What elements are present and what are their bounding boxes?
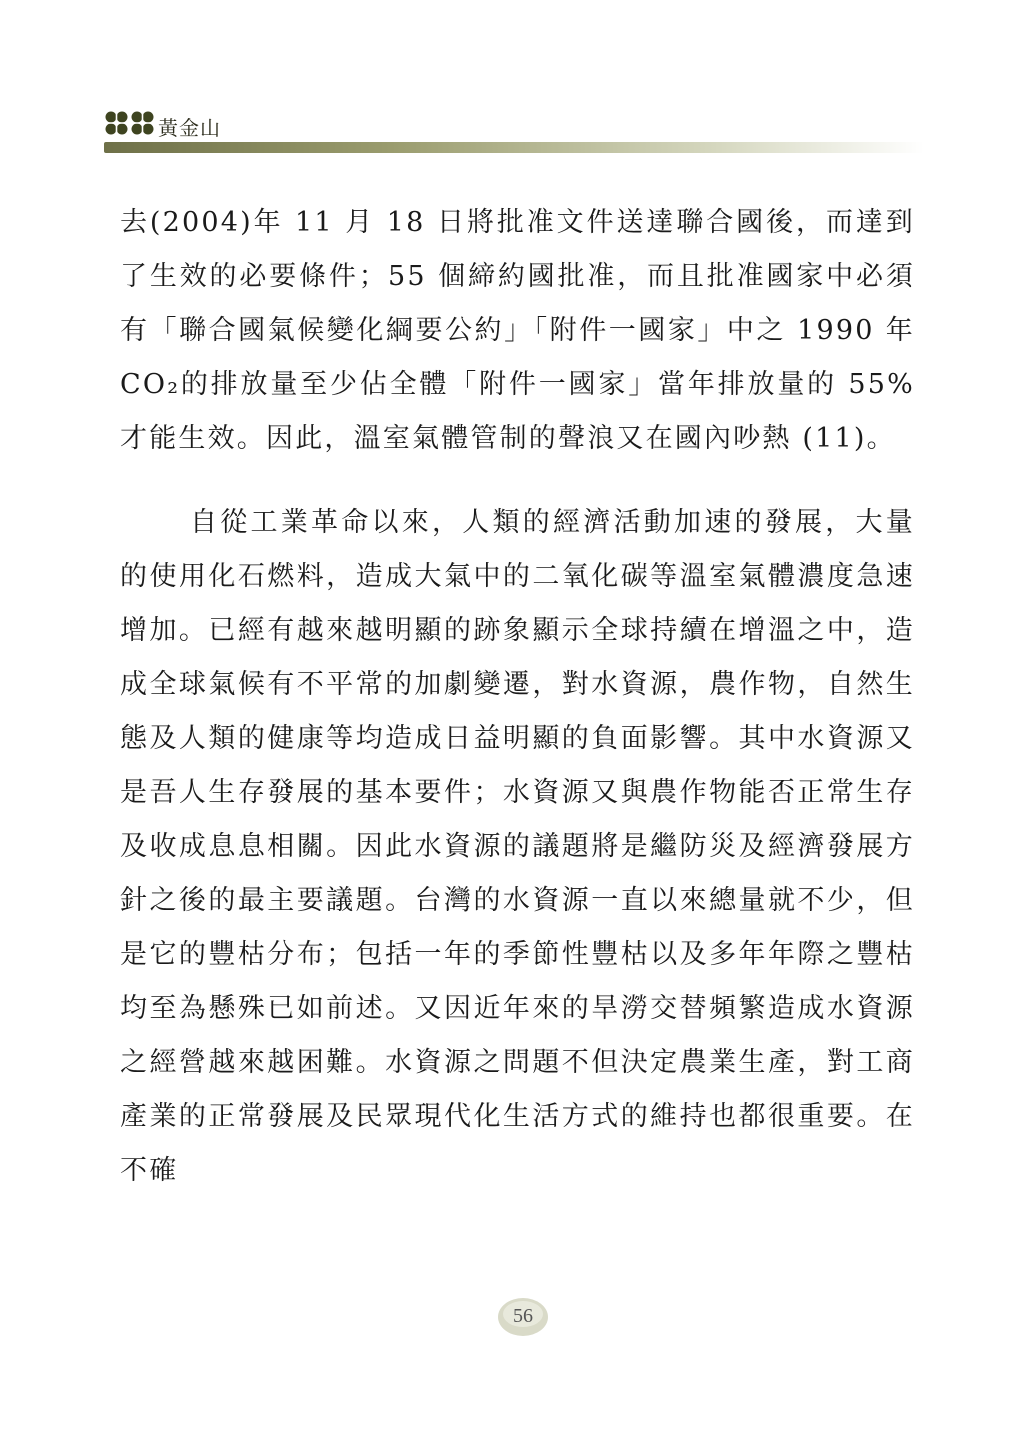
page-header xyxy=(104,110,924,144)
paragraph-1: 去(2004)年 11 月 18 日將批准文件送達聯合國後，而達到了生效的必要條件；55 個締約國批准，而且批准國家中必須有「聯合國氣候變化綱要公約」「附件一國家」中之 1990 年 CO₂的排放量至少佔全體「附件一國家」當年排放量的 55%才能生效。因此，溫室氣體管制的聲浪又在國內吵熱 (11)。 xyxy=(120,207,915,454)
double-dot-cross-logo-icon xyxy=(104,110,156,136)
paragraph-2: 自從工業革命以來，人類的經濟活動加速的發展，大量的使用化石燃料，造成大氣中的二氧化碳等溫室氣體濃度急速增加。已經有越來越明顯的跡象顯示全球持續在增溫之中，造成全球氣候有不平常的加劇變遷，對水資源，農作物，自然生態及人類的健康等均造成日益明顯的負面影響。其中水資源又是吾人生存發展的基本要件；水資源又與農作物能否正常生存及收成息息相關。因此水資源的議題將是繼防災及經濟發展方針之後的最主要議題。台灣的水資源一直以來總量就不少，但是它的豐枯分布；包括一年的季節性豐枯以及多年年際之豐枯均至為懸殊已如前述。又因近年來的旱澇交替頻繁造成水資源之經營越來越困難。水資源之問題不但決定農業生產，對工商產業的正常發展及民眾現代化生活方式的維持也都很重要。在不確 xyxy=(120,507,915,1186)
page-number: 56 xyxy=(513,1305,533,1327)
page-number-badge xyxy=(497,1297,549,1337)
author-name: 黃金山 xyxy=(158,116,221,140)
body-text xyxy=(120,196,915,1198)
header-divider xyxy=(104,142,924,153)
